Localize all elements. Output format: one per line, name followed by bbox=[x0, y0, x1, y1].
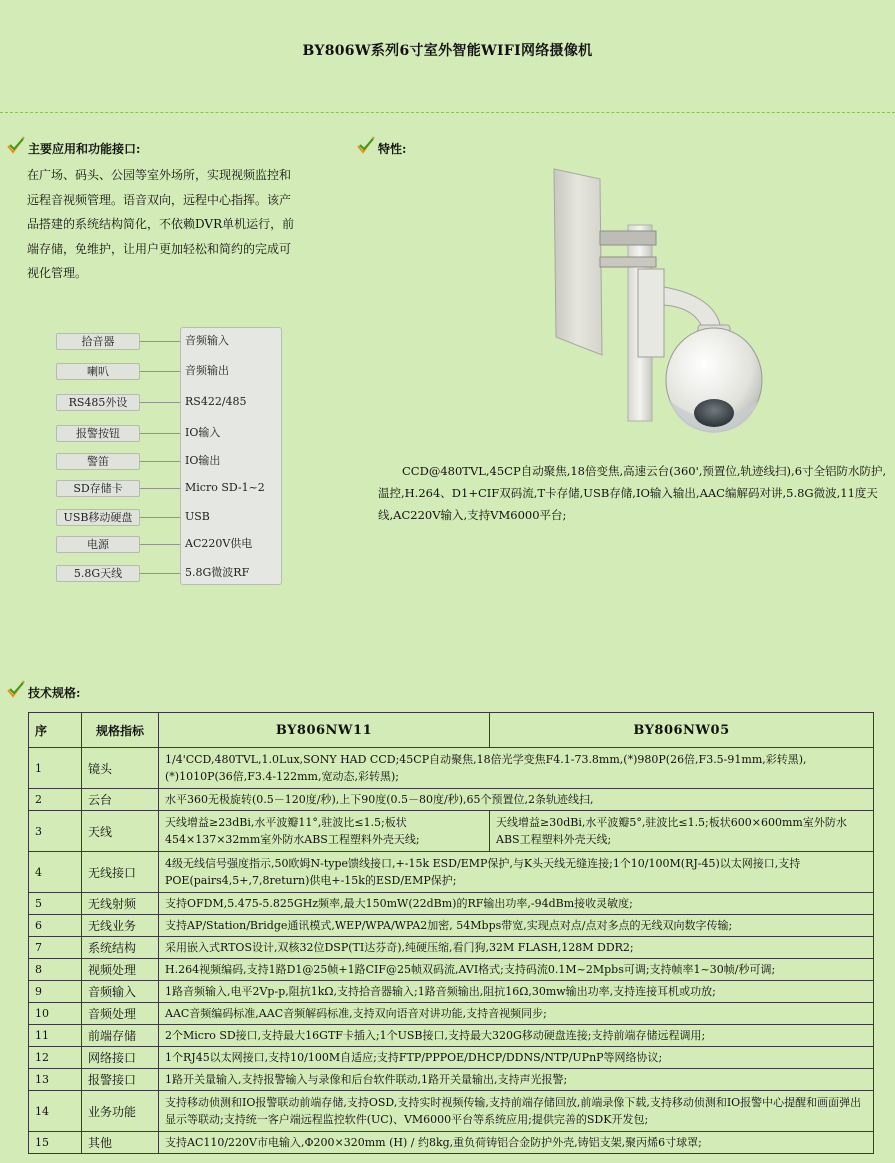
row-spec-value: 支持AC110/220V市电输入,Φ200×320mm (H) / 约8kg,重负荷铸铝合金防护外壳,铸铝支架,聚丙烯6寸球罩; bbox=[159, 1132, 874, 1154]
row-index: 9 bbox=[29, 981, 82, 1003]
peripheral-box: 报警按钮 bbox=[56, 425, 140, 442]
row-spec-name: 前端存储 bbox=[82, 1025, 159, 1047]
connector-line bbox=[140, 461, 180, 462]
interface-label: AC220V供电 bbox=[185, 537, 253, 550]
interface-label: 音频输出 bbox=[185, 364, 229, 377]
apps-heading bbox=[28, 140, 140, 157]
interface-label: IO输入 bbox=[185, 426, 221, 439]
row-spec-value-nw05: 天线增益≥30dBi,水平波瓣5°,驻波比≤1.5;板状600×600mm室外防水ABS工程塑料外壳天线; bbox=[490, 811, 874, 852]
camera-product-image bbox=[548, 165, 778, 435]
table-header-row bbox=[29, 713, 874, 748]
row-index: 6 bbox=[29, 915, 82, 937]
interface-label: RS422/485 bbox=[185, 395, 247, 408]
connector-line bbox=[140, 341, 180, 342]
table-row bbox=[29, 981, 874, 1003]
table-row bbox=[29, 811, 874, 852]
table-row bbox=[29, 748, 874, 789]
row-spec-name: 天线 bbox=[82, 811, 159, 852]
diagram-row bbox=[56, 565, 286, 581]
apps-line: 远程音视频管理。语音双向，远程中心指挥。该产 bbox=[27, 192, 292, 207]
row-spec-name: 音频处理 bbox=[82, 1003, 159, 1025]
table-row bbox=[29, 1091, 874, 1132]
row-index: 15 bbox=[29, 1132, 82, 1154]
row-spec-value: 1个RJ45以太网接口,支持10/100M自适应;支持FTP/PPPOE/DHCP/DDNS/NTP/UPnP等网络协议; bbox=[159, 1047, 874, 1069]
row-spec-value: 1路开关量输入,支持报警输入与录像和后台软件联动,1路开关量输出,支持声光报警; bbox=[159, 1069, 874, 1091]
table-row bbox=[29, 893, 874, 915]
interface-label: 音频输入 bbox=[185, 334, 229, 347]
table-row bbox=[29, 1069, 874, 1091]
row-spec-name: 无线射频 bbox=[82, 893, 159, 915]
interface-label: USB bbox=[185, 510, 210, 523]
row-spec-value: 支持移动侦测和IO报警联动前端存储,支持OSD,支持实时视频传输,支持前端存储回放,前端录像下载,支持移动侦测和IO报警中心提醒和画面弹出显示等联动;支持统一客户端远程监控软件(UC)、VM6000平台等系统应用;提供完善的SDK开发包; bbox=[159, 1091, 874, 1132]
row-index: 8 bbox=[29, 959, 82, 981]
table-row bbox=[29, 789, 874, 811]
features-heading bbox=[378, 140, 406, 157]
table-row bbox=[29, 1047, 874, 1069]
apps-line: 在广场、码头、公园等室外场所，实现视频监控和 bbox=[27, 168, 292, 182]
interface-label: 5.8G微波RF bbox=[185, 566, 250, 579]
diagram-row bbox=[56, 425, 286, 441]
table-row bbox=[29, 915, 874, 937]
row-spec-value: 2个Micro SD接口,支持最大16GTF卡插入;1个USB接口,支持最大320G移动硬盘连接;支持前端存储远程调用; bbox=[159, 1025, 874, 1047]
connector-line bbox=[140, 573, 180, 574]
peripheral-box: 拾音器 bbox=[56, 333, 140, 350]
diagram-row bbox=[56, 480, 286, 496]
row-index: 5 bbox=[29, 893, 82, 915]
table-row bbox=[29, 1132, 874, 1154]
row-spec-name: 系统结构 bbox=[82, 937, 159, 959]
row-index: 2 bbox=[29, 789, 82, 811]
row-index: 11 bbox=[29, 1025, 82, 1047]
peripheral-box: 电源 bbox=[56, 536, 140, 553]
row-spec-name: 音频输入 bbox=[82, 981, 159, 1003]
col-header-model-nw11: BY806NW11 bbox=[159, 713, 490, 748]
apps-heading-text: 主要应用和功能接口: bbox=[28, 142, 141, 156]
row-index: 12 bbox=[29, 1047, 82, 1069]
connector-line bbox=[140, 517, 180, 518]
table-row bbox=[29, 852, 874, 893]
features-heading-text: 特性: bbox=[378, 142, 407, 156]
tech-heading-text: 技术规格: bbox=[28, 686, 81, 700]
diagram-row bbox=[56, 394, 286, 410]
apps-description bbox=[27, 163, 295, 286]
col-header-index: 序 bbox=[29, 713, 82, 748]
diagram-row bbox=[56, 453, 286, 469]
check-mark-icon bbox=[6, 134, 28, 156]
interface-label: Micro SD-1~2 bbox=[185, 481, 265, 494]
apps-line: 品搭建的系统结构简化，不依赖DVR单机运行，前 bbox=[27, 217, 295, 231]
row-spec-value: 支持OFDM,5.475-5.825GHz频率,最大150mW(22dBm)的RF输出功率,-94dBm接收灵敏度; bbox=[159, 893, 874, 915]
table-row bbox=[29, 1003, 874, 1025]
row-spec-name: 其他 bbox=[82, 1132, 159, 1154]
row-index: 13 bbox=[29, 1069, 82, 1091]
connector-line bbox=[140, 488, 180, 489]
diagram-row bbox=[56, 363, 286, 379]
connector-line bbox=[140, 544, 180, 545]
connector-line bbox=[140, 433, 180, 434]
row-spec-name: 无线接口 bbox=[82, 852, 159, 893]
row-spec-name: 报警接口 bbox=[82, 1069, 159, 1091]
row-spec-value: 1/4'CCD,480TVL,1.0Lux,SONY HAD CCD;45CP自动聚焦,18倍光学变焦F4.1-73.8mm,(*)980P(26倍,F3.5-91mm,彩转黑),(*)1010P(36倍,F3.4-122mm,宽动态,彩转黑); bbox=[159, 748, 874, 789]
row-spec-name: 云台 bbox=[82, 789, 159, 811]
row-spec-name: 网络接口 bbox=[82, 1047, 159, 1069]
row-spec-value: 支持AP/Station/Bridge通讯模式,WEP/WPA/WPA2加密, 54Mbps带宽,实现点对点/点对多点的无线双向数字传输; bbox=[159, 915, 874, 937]
diagram-row bbox=[56, 536, 286, 552]
peripheral-box: 喇叭 bbox=[56, 363, 140, 380]
row-index: 10 bbox=[29, 1003, 82, 1025]
row-spec-value: 采用嵌入式RTOS设计,双核32位DSP(TI达芬奇),纯硬压缩,看门狗,32M FLASH,128M DDR2; bbox=[159, 937, 874, 959]
col-header-model-nw05: BY806NW05 bbox=[490, 713, 874, 748]
table-row bbox=[29, 1025, 874, 1047]
row-spec-value: 4级无线信号强度指示,50欧姆N-type馈线接口,+-15k ESD/EMP保护,与K头天线无缝连接;1个10/100M(RJ-45)以太网接口,支持POE(pairs4,5+,7,8return)供电+-15k的ESD/EMP保护; bbox=[159, 852, 874, 893]
interface-label: IO输出 bbox=[185, 454, 221, 467]
row-spec-value-nw11: 天线增益≥23dBi,水平波瓣11°,驻波比≤1.5;板状454×137×32mm室外防水ABS工程塑料外壳天线; bbox=[159, 811, 490, 852]
row-spec-value: 1路音频输入,电平2Vp-p,阻抗1kΩ,支持拾音器输入;1路音频输出,阻抗16Ω,30mw输出功率,支持连接耳机或功放; bbox=[159, 981, 874, 1003]
spec-table bbox=[28, 712, 874, 1154]
row-spec-name: 业务功能 bbox=[82, 1091, 159, 1132]
peripheral-box: USB移动硬盘 bbox=[56, 509, 140, 526]
row-spec-name: 镜头 bbox=[82, 748, 159, 789]
row-spec-value: H.264视频编码,支持1路D1@25帧+1路CIF@25帧双码流,AVI格式;支持码流0.1M~2Mpbs可调;支持帧率1~30帧/秒可调; bbox=[159, 959, 874, 981]
apps-line: 视化管理。 bbox=[27, 266, 88, 280]
check-mark-icon bbox=[6, 678, 28, 700]
row-index: 1 bbox=[29, 748, 82, 789]
section-divider bbox=[0, 112, 895, 113]
row-index: 3 bbox=[29, 811, 82, 852]
row-spec-value: AAC音频编码标准,AAC音频解码标准,支持双向语音对讲功能,支持音视频同步; bbox=[159, 1003, 874, 1025]
table-row bbox=[29, 937, 874, 959]
interface-diagram bbox=[56, 327, 286, 587]
connector-line bbox=[140, 402, 180, 403]
peripheral-box: SD存储卡 bbox=[56, 480, 140, 497]
diagram-row bbox=[56, 509, 286, 525]
row-spec-name: 无线业务 bbox=[82, 915, 159, 937]
connector-line bbox=[140, 371, 180, 372]
row-index: 4 bbox=[29, 852, 82, 893]
peripheral-box: 5.8G天线 bbox=[56, 565, 140, 582]
table-row bbox=[29, 959, 874, 981]
row-index: 14 bbox=[29, 1091, 82, 1132]
col-header-spec: 规格指标 bbox=[82, 713, 159, 748]
row-index: 7 bbox=[29, 937, 82, 959]
row-spec-value: 水平360无极旋转(0.5－120度/秒),上下90度(0.5－80度/秒),65个预置位,2条轨迹线扫, bbox=[159, 789, 874, 811]
row-spec-name: 视频处理 bbox=[82, 959, 159, 981]
apps-line: 端存储，免维护，让用户更加轻松和简约的完成可 bbox=[27, 241, 292, 256]
features-description: CCD@480TVL,45CP自动聚焦,18倍变焦,高速云台(360',预置位,轨迹线扫),6寸全铝防水防护,温控,H.264、D1+CIF双码流,T卡存储,USB存储,IO输入输出,AAC编解码对讲,5.8G微波,11度天线,AC220V输入,支持VM6000平台; bbox=[378, 464, 887, 522]
peripheral-box: RS485外设 bbox=[56, 394, 140, 411]
tech-heading bbox=[28, 684, 80, 701]
diagram-row bbox=[56, 333, 286, 349]
check-mark-icon bbox=[356, 134, 378, 156]
page-title: BY806W系列6寸室外智能WIFI网络摄像机 bbox=[302, 43, 593, 59]
peripheral-box: 警笛 bbox=[56, 453, 140, 470]
